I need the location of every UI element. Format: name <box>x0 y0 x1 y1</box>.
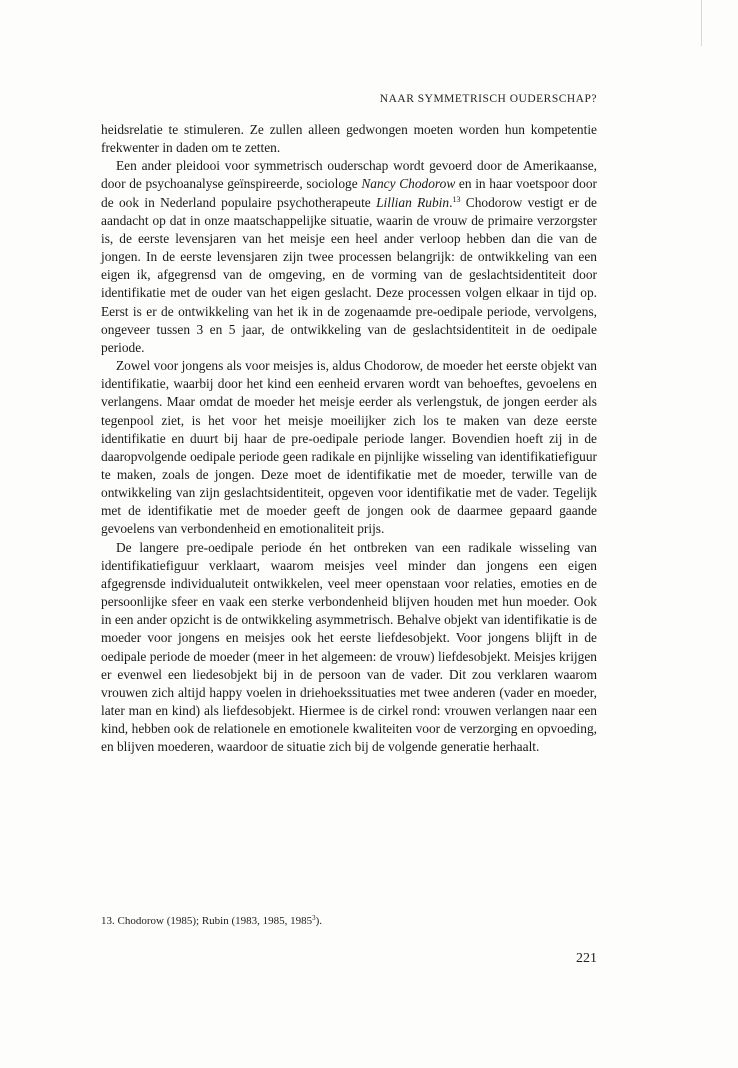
paragraph-2-text-a: Een ander pleidooi voor symmetrisch ouderschap wordt gevoerd door de Amerikaanse, door de psychoanalyse geïnspireerde, sociologe <box>101 158 597 192</box>
paragraph-2-text-c: . <box>449 194 453 210</box>
paragraph-2-text-d: Chodorow vestigt er de aandacht op dat in onze maatschappelijke situatie, waarin de vrouw de primaire verzorgster is, de eerste levensjaren van het meisje een heel ander verloop hebben dan die van de jongen. In de eerste levensjaren zijn twee processen belangrijk: de ontwikkeling van een eigen ik, afgegrensd van de omgeving, en de vorming van de geslachtsidentiteit door identifikatie met de ouder van het eigen geslacht. Deze processen volgen elkaar in tijd op. Eerst is er de ontwikkeling van het ik in de zogenaamde pre-oedipale periode, vervolgens, ongeveer tussen 3 en 5 jaar, de ontwikkeling van de geslachtsidentiteit in de oedipale periode. <box>101 194 597 355</box>
paragraph-3: Zowel voor jongens als voor meisjes is, aldus Chodorow, de moeder het eerste objekt van identifikatie, waarbij door het kind een eenheid ervaren wordt van behoeftes, gevoelens en verlangens. Maar omdat de moeder het meisje eerder als verlengstuk, de jongen eerder als tegenpool ziet, is het voor het meisje moeilijker zich los te maken van deze eerste identifikatie en duurt bij haar de pre-oedipale periode langer. Bovendien hoeft zij in de daaropvolgende oedipale periode geen radikale en pijnlijke wisseling van identifikatiefiguur te maken, zoals de jongen. Deze moet de identifikatie met de moeder, terwille van de ontwikkeling van zijn geslachtsidentiteit, opgeven voor identifikatie met de vader. Tegelijk met de identifikatie met de moeder geeft de jongen ook de daarmee gepaard gaande gevoelens van verbondenheid en emotionaliteit prijs. <box>101 358 597 537</box>
paragraph-4: De langere pre-oedipale periode én het ontbreken van een radikale wisseling van identifikatiefiguur verklaart, waarom meisjes veel minder dan jongens een eigen afgegrensde individualuteit ontwikkelen, veel meer openstaan voor relaties, emoties en de persoonlijke sfeer en vaak een sterke verbondenheid blijven houden met hun moeder. Ook in een ander opzicht is de ontwikkeling asymmetrisch. Behalve objekt van identifikatie is de moeder voor jongens en meisjes ook het eerste liefdesobjekt. Voor jongens blijft in de oedipale periode de moeder (meer in het algemeen: de vrouw) liefdesobjekt. Meisjes krijgen er evenwel een liedesobjekt bij in de persoon van de vader. Dit zou verklaren waarom vrouwen zich altijd happy voelen in driehoekssituaties met twee anderen (vader en moeder, later man en kind) als liefdesobjekt. Hiermee is de cirkel rond: vrouwen verlangen naar een kind, hebben ook de relationele en emotionele kwaliteiten voor de verzorging en opvoeding, en blijven moederen, waardoor de situatie zich bij de volgende generatie herhaalt. <box>101 539 597 755</box>
footnote-end: ). <box>315 915 323 927</box>
page-number: 221 <box>576 951 597 966</box>
footnote-text: 13. Chodorow (1985); Rubin (1983, 1985, 1985 <box>101 915 313 927</box>
paragraph-2-text-b: en in haar voetspoor door de ook in Nederland populaire psychotherapeute <box>101 176 597 210</box>
author-name-chodorow: Nancy Chodorow <box>361 176 456 192</box>
footnote-reference[interactable]: 13 <box>452 194 461 204</box>
page-edge-mark <box>701 0 702 46</box>
running-header: NAAR SYMMETRISCH OUDERSCHAP? <box>379 93 597 105</box>
paragraph-2 <box>101 157 597 357</box>
body-text <box>101 121 597 756</box>
footnote-13 <box>101 915 322 927</box>
paragraph-1: heidsrelatie te stimuleren. Ze zullen alleen gedwongen moeten worden hun kompetentie frekwenter in daden om te zetten. <box>101 122 597 156</box>
footnote-superscript: 3 <box>312 914 316 922</box>
author-name-rubin: Lillian Rubin <box>376 194 450 210</box>
